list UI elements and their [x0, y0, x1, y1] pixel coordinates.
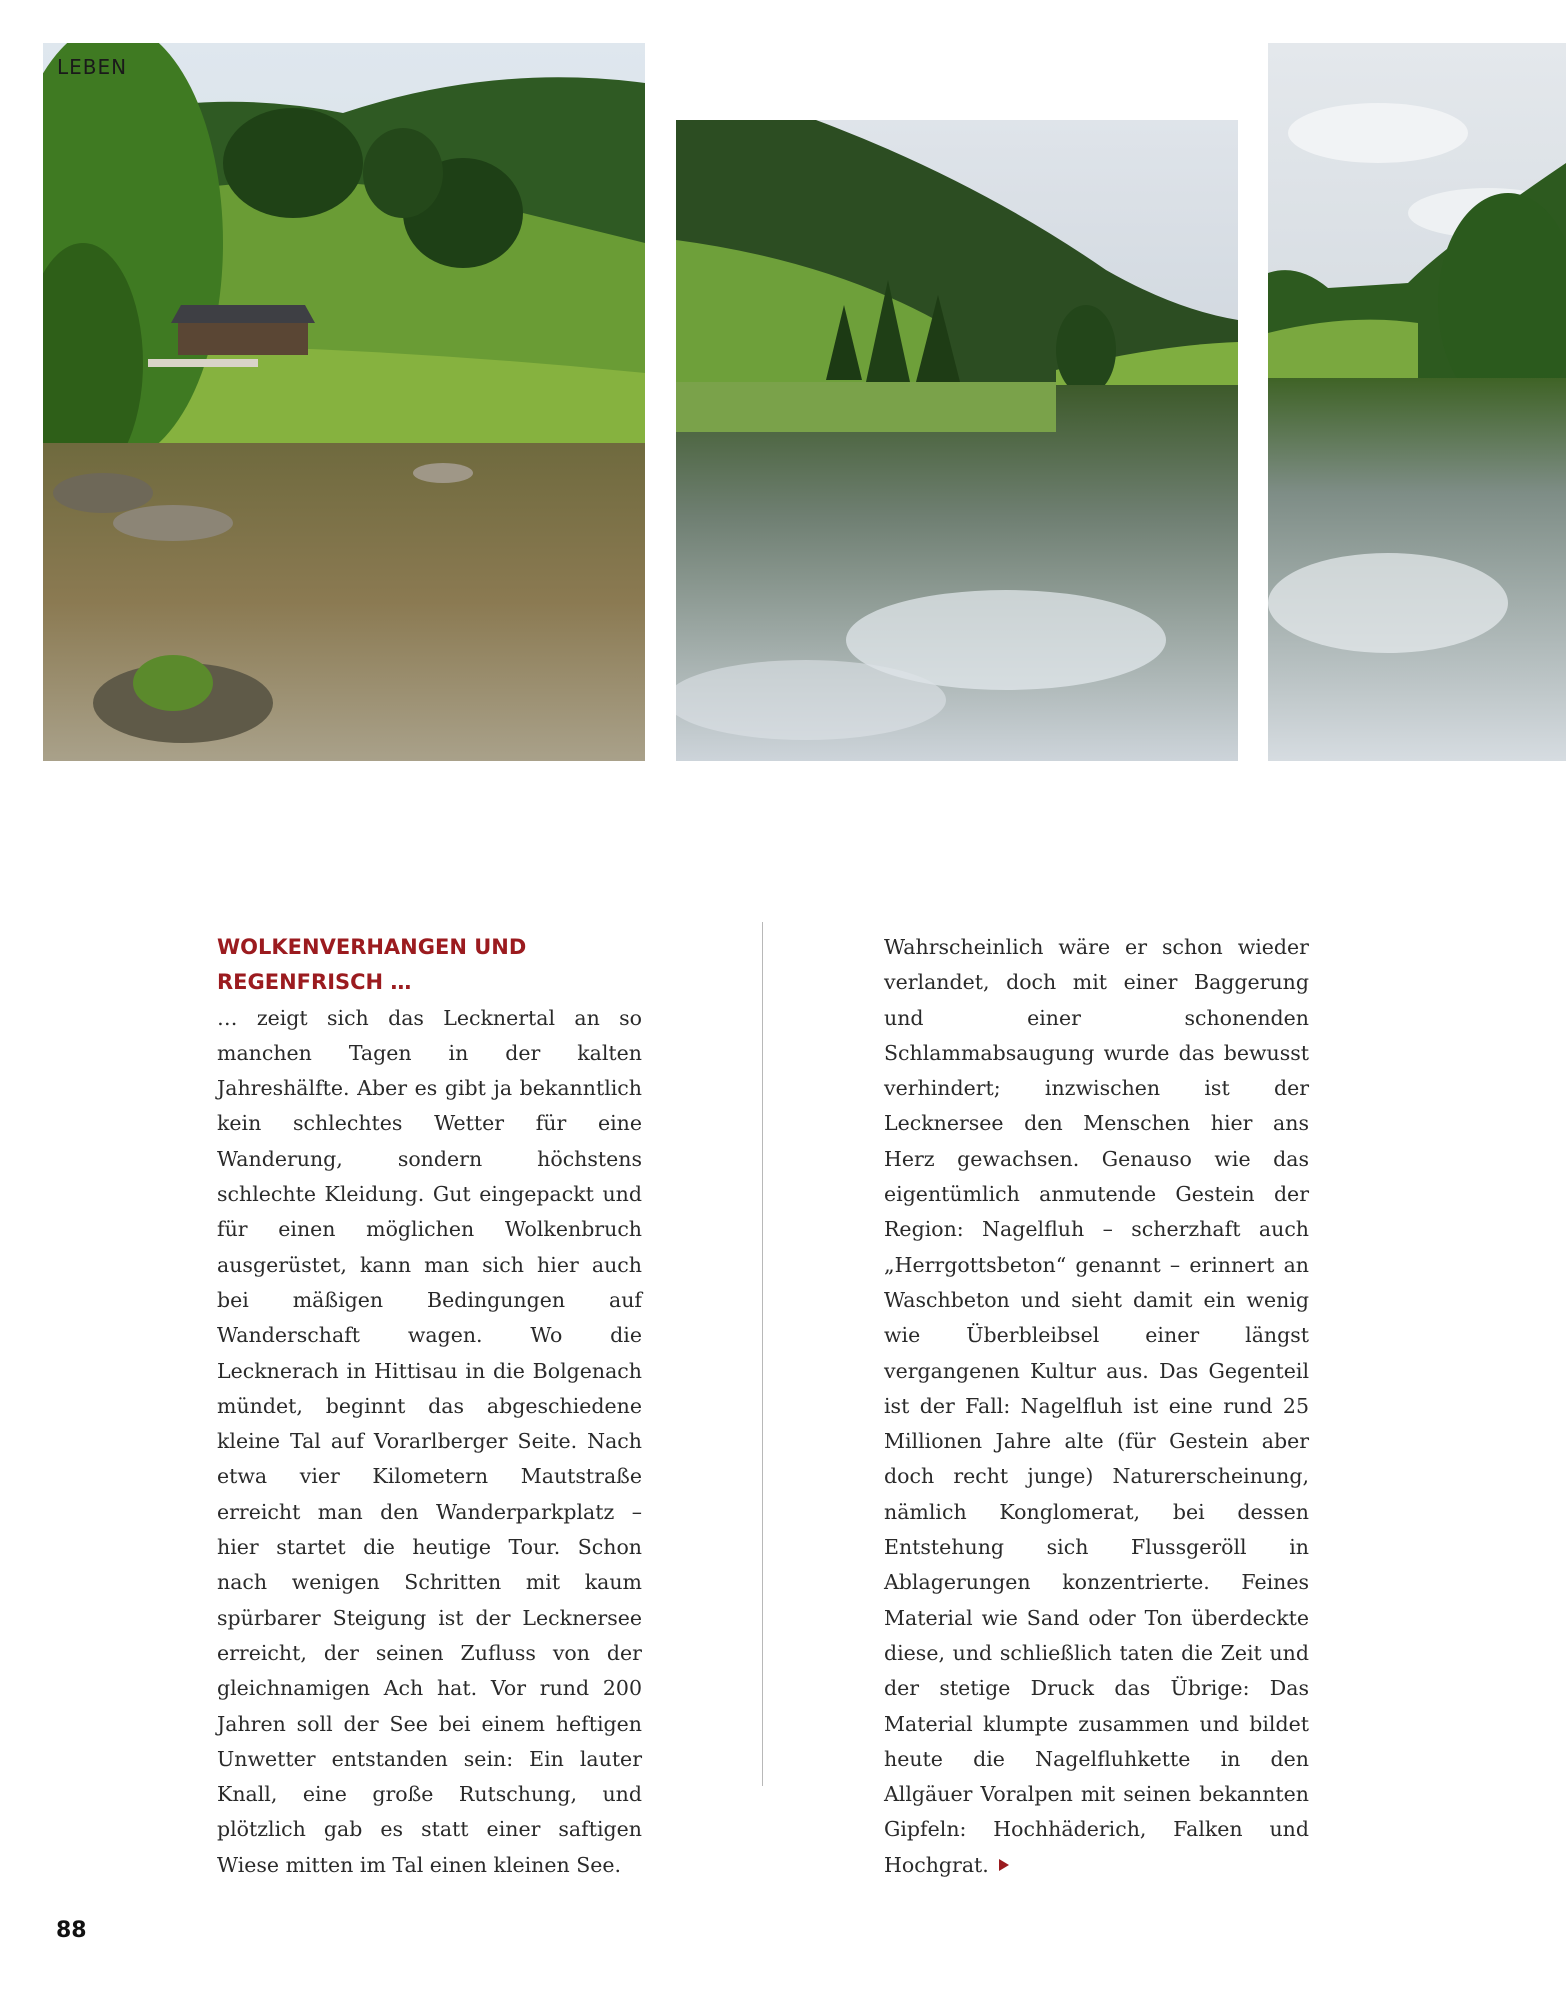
article-heading-line-1: WOLKENVERHANGEN UND	[217, 935, 527, 959]
article-heading-line-2: REGENFRISCH …	[217, 970, 412, 995]
article-paragraph-left: … zeigt sich das Lecknertal an so manchen Tagen in der kalten Jahreshälfte. Aber es gibt ja bekanntlich kein schlechtes Wetter für eine Wanderung, sondern höchstens schlechte Kleidung. Gut eingepackt und für einen möglichen Wolkenbruch ausgerüstet, kann man sich hier auch bei mäßigen Bedingungen auf Wanderschaft wagen. Wo die Lecknerach in Hittisau in die Bolgenach mündet, beginnt das abgeschiedene kleine Tal auf Vorarlberger Seite. Nach etwa vier Kilometern Mautstraße erreicht man den Wanderparkplatz – hier startet die heutige Tour. Schon nach wenigen Schritten mit kaum spürbarer Steigung ist der Lecknersee erreicht, der seinen Zufluss von der gleichnamigen Ach hat. Vor rund 200 Jahren soll der See bei einem heftigen Unwetter entstanden sein: Ein lauter Knall, eine große Rutschung, und plötzlich gab es statt einer saftigen Wiese mitten im Tal einen kleinen See.	[217, 1005, 642, 1877]
page-number: 88	[56, 1918, 87, 1943]
article-column-left	[217, 930, 642, 1883]
alpine-hut-stream-photo	[43, 43, 645, 761]
article-paragraph-right-text: Wahrscheinlich wäre er schon wieder verlandet, doch mit einer Baggerung und einer schonenden Schlammabsaugung wurde das bewusst verhindert; inzwischen ist der Lecknersee den Menschen hier ans Herz gewachsen. Genauso wie das eigentümlich anmutende Gestein der Region: Nagelfluh – scherzhaft auch „Herrgottsbeton“ genannt – erinnert an Waschbeton und sieht damit ein wenig wie Überbleibsel einer längst vergangenen Kultur aus. Das Gegenteil ist der Fall: Nagelfluh ist eine rund 25 Millionen Jahre alte (für Gestein aber doch recht junge) Naturerscheinung, nämlich Konglomerat, bei dessen Entstehung sich Flussgeröll in Ablagerungen konzentrierte. Feines Material wie Sand oder Ton überdeckte diese, und schließlich taten die Zeit und der stetige Druck das Übrige: Das Material klumpte zusammen und bildet heute die Nagelfluhkette in den Allgäuer Voralpen mit seinen bekannten Gipfeln: Hochhäderich, Falken und Hochgrat.	[884, 935, 1309, 1877]
end-of-article-marker-icon	[999, 1859, 1009, 1871]
article-column-right	[884, 930, 1309, 1883]
column-divider	[762, 922, 763, 1786]
section-label: LEBEN	[57, 55, 128, 79]
article-heading	[217, 930, 642, 1001]
lake-panorama-photo	[1268, 43, 1566, 761]
article-paragraph-right	[884, 930, 1309, 1883]
lake-reflection-photo	[676, 120, 1238, 761]
